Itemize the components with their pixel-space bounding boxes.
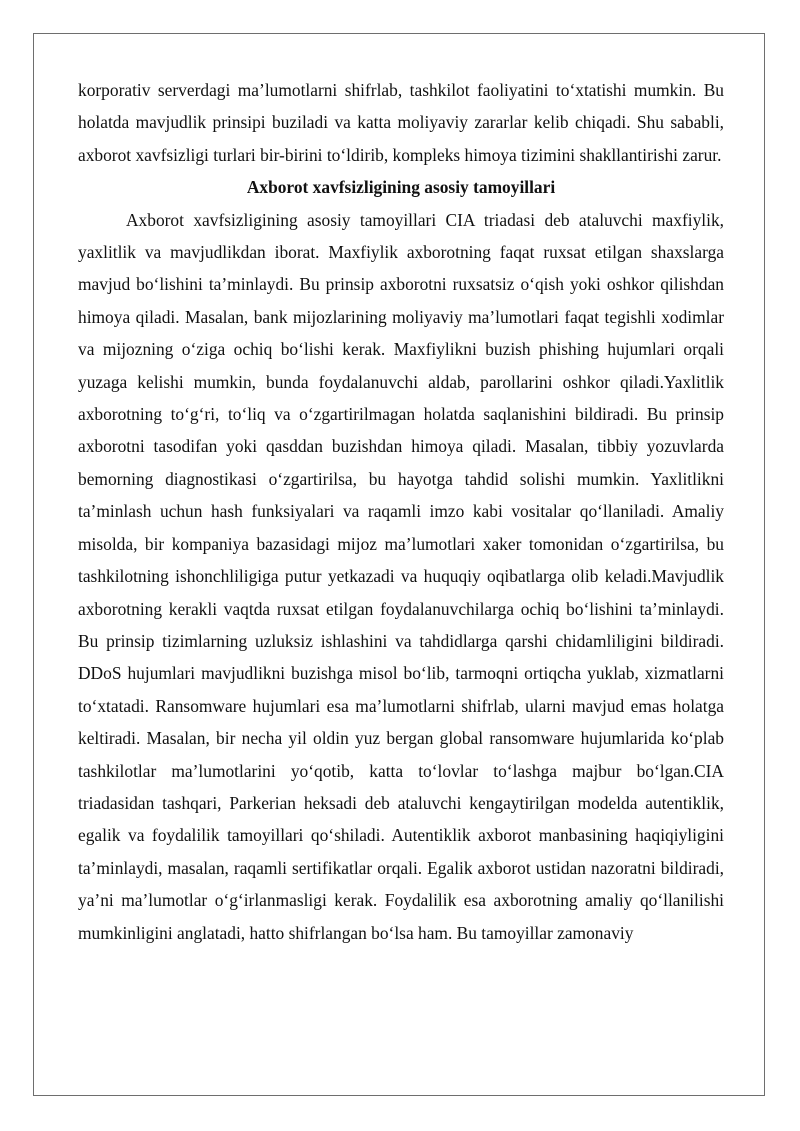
document-body: [78, 74, 724, 949]
paragraph-continuation: korporativ serverdagi ma’lumotlarni shifrlab, tashkilot faoliyatini to‘xtatishi mumkin. Bu holatda mavjudlik prinsipi buziladi va katta moliyaviy zararlar kelib chiqadi. Shu sababli, axborot xavfsizligi turlari bir-birini to‘ldirib, kompleks himoya tizimini shakllantirishi zarur.: [78, 80, 724, 165]
paragraph-main: Axborot xavfsizligining asosiy tamoyillari CIA triadasi deb ataluvchi maxfiylik, yaxlitlik va mavjudlikdan iborat. Maxfiylik axborotning faqat ruxsat etilgan shaxslarga mavjud bo‘lishini ta’minlaydi. Bu prinsip axborotni ruxsatsiz o‘qish yoki oshkor qilishdan himoya qiladi. Masalan, bank mijozlarining moliyaviy ma’lumotlari faqat tegishli xodimlar va mijozning o‘ziga ochiq bo‘lishi kerak. Maxfiylikni buzish phishing hujumlari orqali yuzaga kelishi mumkin, bunda foydalanuvchi aldab, parollarini oshkor qiladi.Yaxlitlik axborotning to‘g‘ri, to‘liq va o‘zgartirilmagan holatda saqlanishini bildiradi. Bu prinsip axborotni tasodifan yoki qasddan buzishdan himoya qiladi. Masalan, tibbiy yozuvlarda bemorning diagnostikasi o‘zgartirilsa, bu hayotga tahdid solishi mumkin. Yaxlitlikni ta’minlash uchun hash funksiyalari va raqamli imzo kabi vositalar qo‘llaniladi. Amaliy misolda, bir kompaniya bazasidagi mijoz ma’lumotlari xaker tomonidan o‘zgartirilsa, bu tashkilotning ishonchliligiga putur yetkazadi va huquqiy oqibatlarga olib keladi.Mavjudlik axborotning kerakli vaqtda ruxsat etilgan foydalanuvchilarga ochiq bo‘lishini ta’minlaydi. Bu prinsip tizimlarning uzluksiz ishlashini va tahdidlarga qarshi chidamliligini bildiradi. DDoS hujumlari mavjudlikni buzishga misol bo‘lib, tarmoqni ortiqcha yuklab, xizmatlarni to‘xtatadi. Ransomware hujumlari esa ma’lumotlarni shifrlab, ularni mavjud emas holatga keltiradi. Masalan, bir necha yil oldin yuz bergan global ransomware hujumlarida ko‘plab tashkilotlar ma’lumotlarini yo‘qotib, katta to‘lovlar to‘lashga majbur bo‘lgan.CIA triadasidan tashqari, Parkerian heksadi deb ataluvchi kengaytirilgan modelda autentiklik, egalik va foydalilik tamoyillari qo‘shiladi. Autentiklik axborot manbasining haqiqiyligini ta’minlaydi, masalan, raqamli sertifikatlar orqali. Egalik axborot ustidan nazoratni bildiradi, ya’ni ma’lumotlar o‘g‘irlanmasligi kerak. Foydalilik esa axborotning amaliy qo‘llanilishi mumkinligini anglatadi, hatto shifrlangan bo‘lsa ham. Bu tamoyillar zamonaviy: [78, 209, 724, 943]
section-heading: Axborot xavfsizligining asosiy tamoyillari: [246, 177, 556, 198]
